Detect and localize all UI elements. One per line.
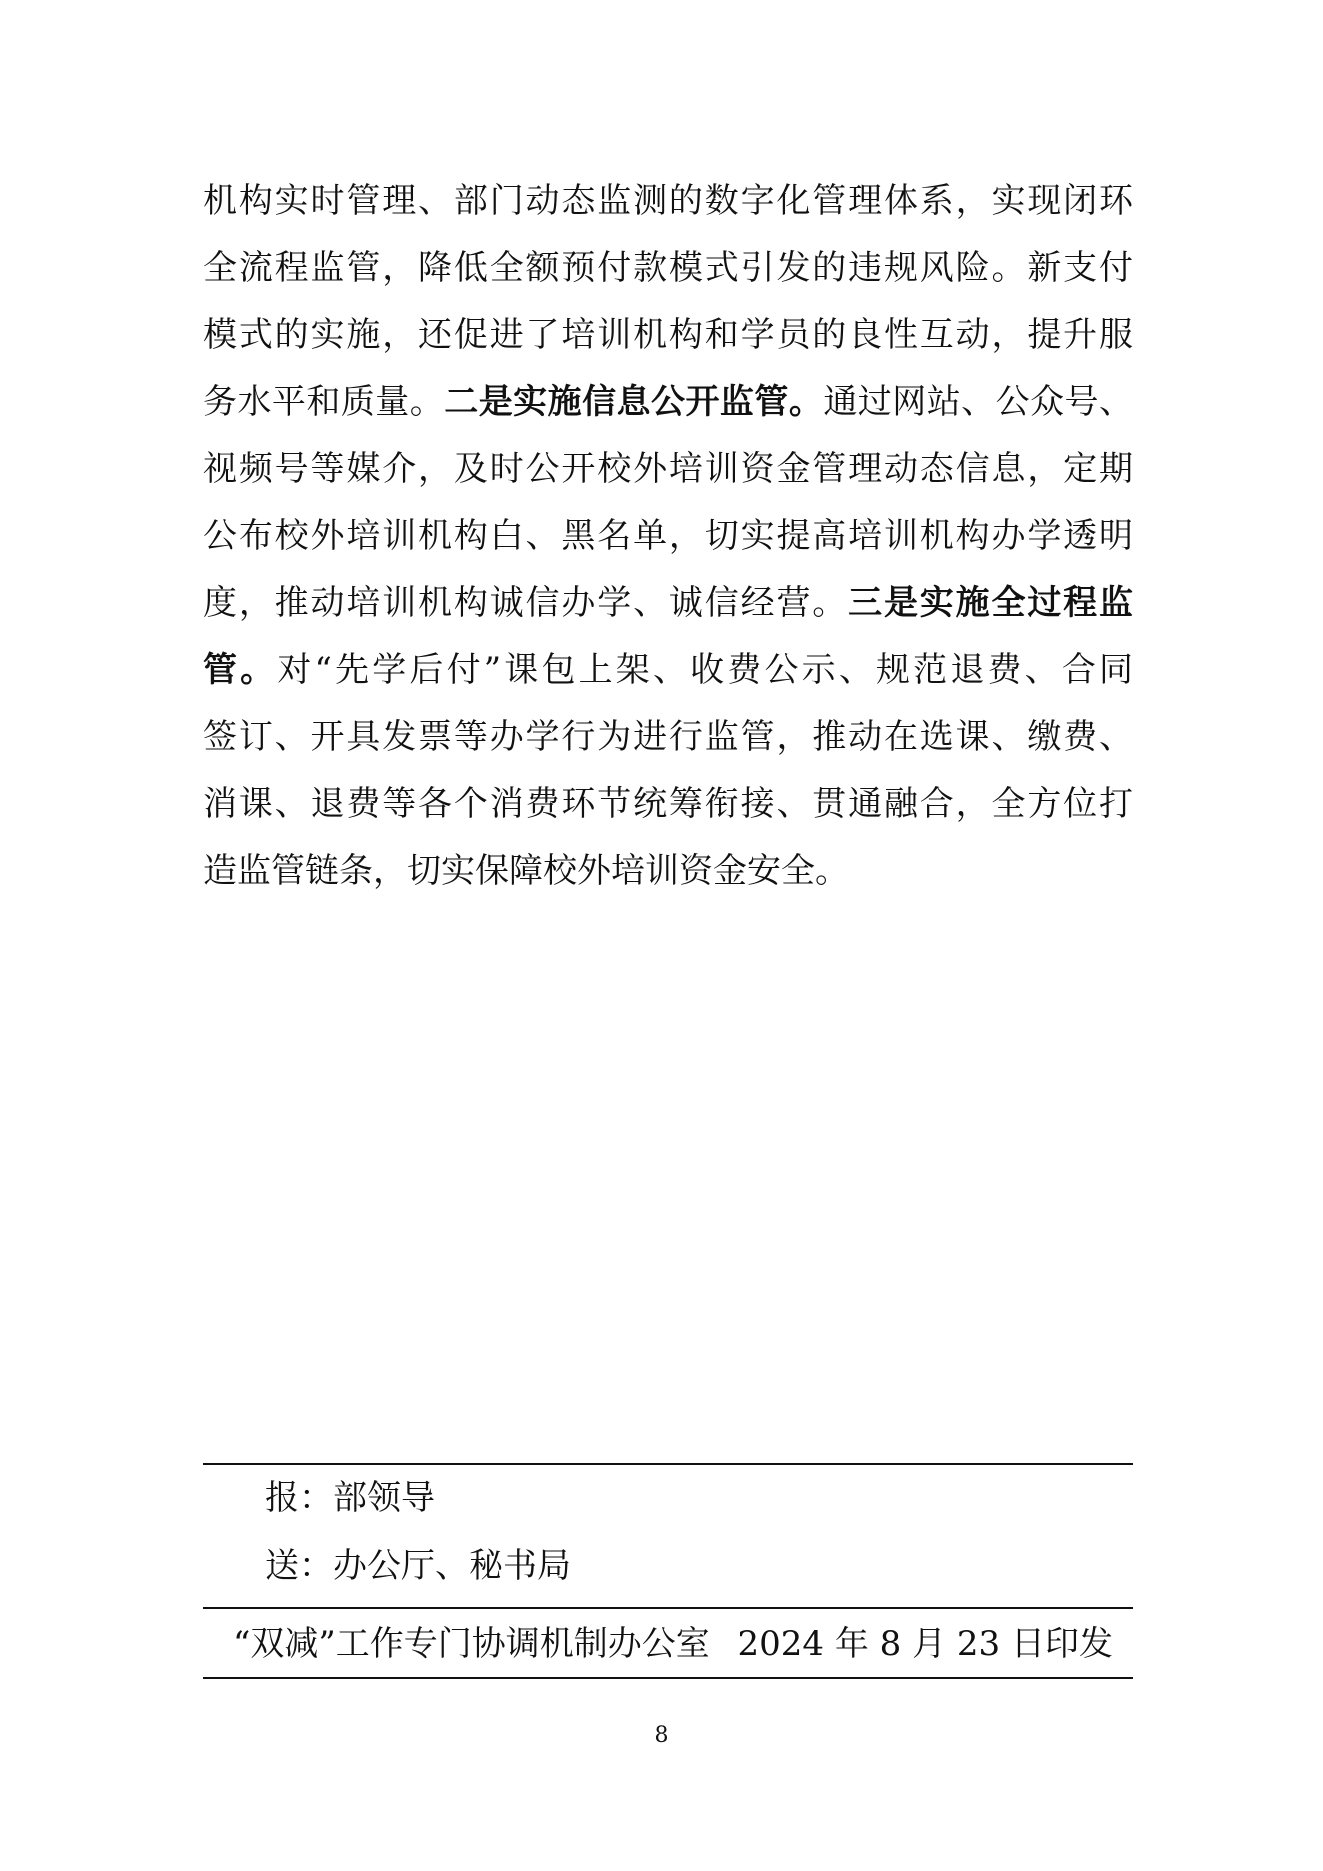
text-line <box>203 570 1133 637</box>
text-segment: 造监管链条，切实保障校外培训资金安全。 <box>203 851 849 891</box>
page-number: 8 <box>654 1723 669 1748</box>
bold-text-segment: 二是实施信息公开监管。 <box>444 382 824 422</box>
footer-middle-rule <box>203 1607 1133 1609</box>
text-line <box>203 637 1133 704</box>
report-to-line: 报：部领导 <box>265 1478 435 1518</box>
text-segment: 通过网站、公众号、 <box>823 382 1134 422</box>
text-line <box>203 704 1133 771</box>
text-segment: 对“先学后付”课包上架、收费公示、规范退费、合同 <box>277 650 1134 690</box>
bold-text-segment: 管。 <box>203 650 278 690</box>
text-line <box>203 503 1133 570</box>
send-to-line: 送：办公厅、秘书局 <box>265 1546 571 1586</box>
footer-top-rule <box>203 1463 1133 1465</box>
issuing-office: “双减”工作专门协调机制办公室 <box>233 1624 710 1664</box>
text-line <box>203 302 1133 369</box>
bold-text-segment: 三是实施全过程监 <box>848 583 1134 623</box>
text-line <box>203 168 1133 235</box>
text-line <box>203 771 1133 838</box>
text-segment: 度，推动培训机构诚信办学、诚信经营。 <box>203 583 849 623</box>
text-line <box>203 369 1133 436</box>
text-segment: 视频号等媒介，及时公开校外培训资金管理动态信息，定期 <box>203 449 1133 489</box>
body-paragraph <box>203 168 1133 905</box>
text-line <box>203 838 1133 905</box>
text-segment: 全流程监管，降低全额预付款模式引发的违规风险。新支付 <box>203 248 1133 288</box>
text-line <box>203 436 1133 503</box>
text-segment: 签订、开具发票等办学行为进行监管，推动在选课、缴费、 <box>203 717 1133 757</box>
text-segment: 务水平和质量。 <box>203 382 445 422</box>
text-line <box>203 235 1133 302</box>
footer-bottom-rule <box>203 1677 1133 1679</box>
text-segment: 机构实时管理、部门动态监测的数字化管理体系，实现闭环 <box>203 181 1133 221</box>
issue-date: 2024 年 8 月 23 日印发 <box>737 1624 1113 1664</box>
text-segment: 消课、退费等各个消费环节统筹衔接、贯通融合，全方位打 <box>203 784 1133 824</box>
text-segment: 模式的实施，还促进了培训机构和学员的良性互动，提升服 <box>203 315 1133 355</box>
text-segment: 公布校外培训机构白、黑名单，切实提高培训机构办学透明 <box>203 516 1133 556</box>
